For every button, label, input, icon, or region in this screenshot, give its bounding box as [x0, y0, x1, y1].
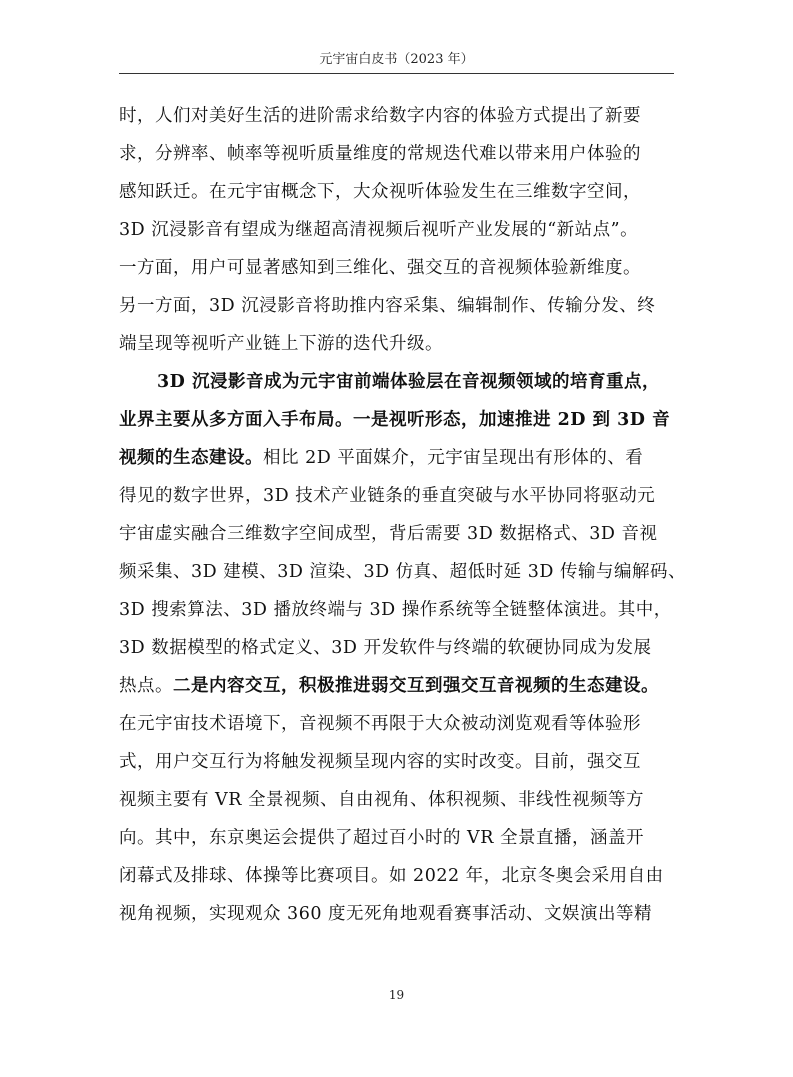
paragraph-1-line-1: 时，人们对美好生活的进阶需求给数字内容的体验方式提出了新要: [119, 106, 641, 126]
paragraph-2-line-13: 向。其中，东京奥运会提供了超过百小时的 VR 全景直播，涵盖开: [119, 828, 644, 848]
paragraph-1-line-7: 端呈现等视听产业链上下游的迭代升级。: [119, 334, 443, 354]
paragraph-2-line-9-plain: 热点。: [119, 676, 173, 696]
paragraph-2-line-7: 3D 搜索算法、3D 播放终端与 3D 操作系统等全链整体演进。其中，: [119, 600, 672, 620]
paragraph-1-line-2: 求，分辨率、帧率等视听质量维度的常规迭代难以带来用户体验的: [119, 144, 641, 164]
paragraph-2-line-1: 3D 沉浸影音成为元宇宙前端体验层在音视频领域的培育重点，: [157, 372, 660, 392]
paragraph-2-line-11: 式，用户交互行为将触发视频呈现内容的实时改变。目前，强交互: [119, 752, 641, 772]
paragraph-2-line-4: 得见的数字世界，3D 技术产业链条的垂直突破与水平协同将驱动元: [119, 486, 656, 506]
header-divider: [119, 73, 674, 74]
paragraph-2-line-12: 视频主要有 VR 全景视频、自由视角、体积视频、非线性视频等方: [119, 790, 644, 810]
paragraph-2-line-6: 频采集、3D 建模、3D 渲染、3D 仿真、超低时延 3D 传输与编解码、: [119, 562, 686, 582]
paragraph-2-line-15: 视角视频，实现观众 360 度无死角地观看赛事活动、文娱演出等精: [119, 904, 653, 924]
paragraph-2-line-3-rest: 相比 2D 平面媒介，元宇宙呈现出有形体的、看: [263, 448, 644, 468]
paragraph-2-line-10: 在元宇宙技术语境下，音视频不再限于大众被动浏览观看等体验形: [119, 714, 641, 734]
paragraph-2-line-14: 闭幕式及排球、体操等比赛项目。如 2022 年，北京冬奥会采用自由: [119, 866, 664, 886]
paragraph-2-line-2: 业界主要从多方面入手布局。一是视听形态，加速推进 2D 到 3D 音: [119, 410, 671, 430]
paragraph-2-line-8: 3D 数据模型的格式定义、3D 开发软件与终端的软硬协同成为发展: [119, 638, 652, 658]
paragraph-2-line-9: [119, 667, 679, 705]
running-header: 元宇宙白皮书（2023 年）: [319, 52, 474, 67]
paragraph-2-line-3: [119, 439, 679, 477]
body-text: [119, 97, 686, 933]
paragraph-2-line-3-bold: 视频的生态建设。: [119, 448, 263, 468]
paragraph-2-line-9-bold: 二是内容交互，积极推进弱交互到强交互音视频的生态建设。: [173, 676, 659, 696]
paragraph-1-line-5: 一方面，用户可显著感知到三维化、强交互的音视频体验新维度。: [119, 258, 641, 278]
paragraph-1-line-3: 感知跃迁。在元宇宙概念下，大众视听体验发生在三维数字空间，: [119, 182, 641, 202]
paragraph-2-line-5: 宇宙虚实融合三维数字空间成型，背后需要 3D 数据格式、3D 音视: [119, 524, 658, 544]
paragraph-1-line-4: 3D 沉浸影音有望成为继超高清视频后视听产业发展的“新站点”。: [119, 220, 639, 240]
paragraph-1-line-6: 另一方面，3D 沉浸影音将助推内容采集、编辑制作、传输分发、终: [119, 296, 656, 316]
page-number: 19: [388, 988, 405, 1002]
